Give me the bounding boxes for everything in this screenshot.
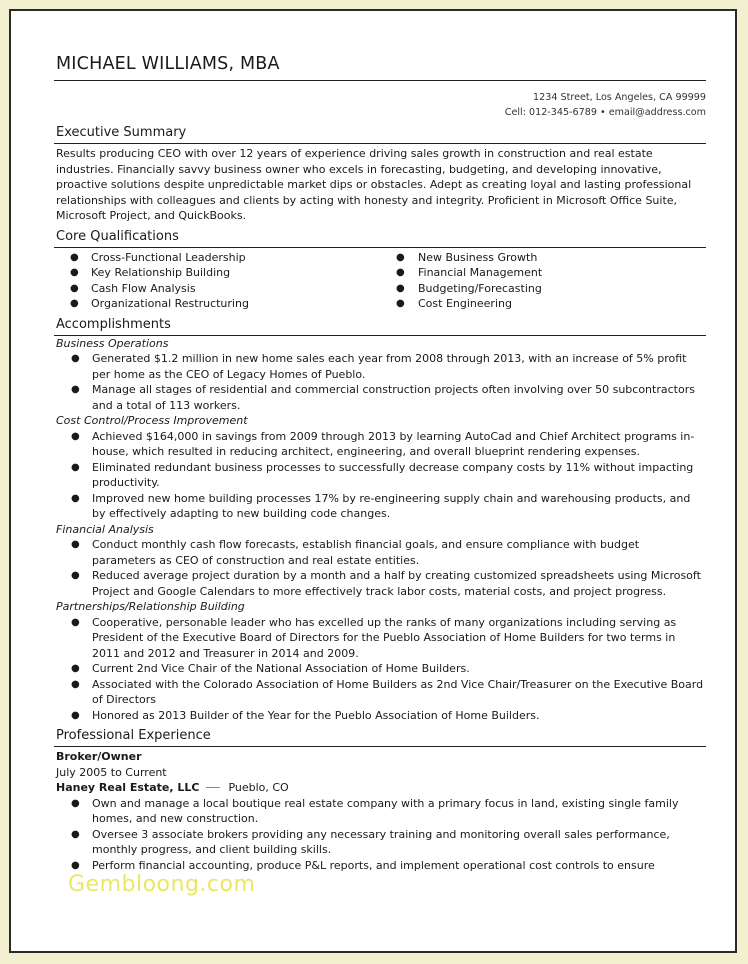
- section-heading: Professional Experience: [54, 727, 706, 747]
- bullet-icon: ●: [70, 251, 79, 263]
- bullet-icon: ●: [71, 353, 80, 364]
- core-qualifications-section: [54, 228, 706, 312]
- list-item: ● Eliminated redundant business processes to successfully decrease company costs by 11% without impacting productivity.: [71, 460, 694, 489]
- bullet-list: [54, 429, 706, 522]
- subsection-title: Business Operations: [56, 336, 169, 350]
- bullet-icon: ●: [396, 282, 405, 294]
- subsection-title: Partnerships/Relationship Building: [56, 600, 245, 613]
- watermark: Gembloong.com: [68, 872, 256, 897]
- qualifications-right: [380, 250, 706, 312]
- list-item: ● Perform financial accounting, produce P&L reports, and implement operational cost controls to ensure: [71, 858, 655, 872]
- bullet-list: [54, 351, 706, 413]
- list-item: ● Reduced average project duration by a month and a half by creating customized spreadsheets using Microsoft Project and Google Calendars to more effectively track labor costs, material costs, and project progress.: [71, 569, 701, 598]
- bullet-icon: ●: [71, 570, 80, 581]
- bullet-icon: ●: [396, 298, 405, 309]
- bullet-icon: ●: [71, 797, 80, 809]
- bullet-list: [54, 615, 706, 724]
- document-page: [9, 9, 737, 953]
- bullet-icon: ●: [71, 678, 80, 690]
- professional-experience-section: [54, 727, 706, 873]
- bullet-icon: ●: [71, 384, 80, 395]
- employer-line: [56, 780, 706, 796]
- list-item: ● Financial Management: [396, 266, 543, 279]
- bullet-icon: ●: [71, 828, 80, 840]
- company-location: Pueblo, CO: [228, 781, 289, 794]
- section-heading: Accomplishments: [54, 316, 706, 336]
- list-item: ● Cooperative, personable leader who has excelled up the ranks of many organizations including serving as President of the Executive Board of Directors for the Pueblo Association of Home Builders for two terms in 2011 and 2012 and Treasurer in 2014 and 2009.: [71, 615, 677, 660]
- bullet-icon: ●: [70, 267, 79, 278]
- bullet-icon: ●: [71, 539, 80, 550]
- bullet-icon: ●: [70, 282, 79, 294]
- list-item: ● Conduct monthly cash flow forecasts, establish financial goals, and ensure compliance with budget parameters as CEO of construction and real estate entities.: [71, 538, 640, 567]
- list-item: ● Achieved $164,000 in savings from 2009 through 2013 by learning AutoCad and Chief Architect programs in-house, which resulted in reducing architect, engineering, and overall blueprint rendering expenses.: [71, 429, 695, 458]
- list-item: ● Current 2nd Vice Chair of the National Association of Home Builders.: [71, 662, 470, 675]
- bullet-icon: ●: [71, 616, 80, 628]
- list-item: ● Improved new home building processes 17% by re-engineering supply chain and warehousing products, and by effectively adapting to new building code changes.: [71, 491, 691, 520]
- bullet-icon: ●: [70, 298, 79, 309]
- bullet-icon: ●: [396, 251, 405, 263]
- job-dates: July 2005 to Current: [56, 765, 167, 779]
- list-item: ● Cross-Functional Leadership: [70, 250, 246, 264]
- summary-text: Results producing CEO with over 12 years of experience driving sales growth in construction and real estate industries. Financially savvy business owner who excels in forecasting, budgeting, and developing innovative, proactive solutions despite unpredictable market dips or obstacles. Adept as creating loyal and lasting professional relationships with colleagues and clients by acting with honesty and integrity. Proficient in Microsoft Office Suite, Microsoft Project, and QuickBooks.: [56, 147, 692, 222]
- list-item: ● Manage all stages of residential and commercial construction projects often involving over 50 subcontractors and a total of 113 workers.: [71, 383, 695, 412]
- bullet-icon: ●: [71, 663, 80, 674]
- bullet-icon: ●: [71, 492, 80, 504]
- list-item: ● Associated with the Colorado Association of Home Builders as 2nd Vice Chair/Treasurer on the Executive Board of Directors: [71, 677, 704, 706]
- list-item: ● Organizational Restructuring: [70, 297, 249, 310]
- phone-email: Cell: 012-345-6789 • email@address.com: [504, 107, 706, 118]
- company-name: Haney Real Estate, LLC: [56, 781, 200, 794]
- bullet-list: [54, 796, 706, 874]
- list-item: ● Honored as 2013 Builder of the Year for the Pueblo Association of Home Builders.: [71, 708, 540, 722]
- executive-summary-section: [54, 124, 706, 224]
- qualifications-columns: [54, 250, 706, 312]
- list-item: ● Key Relationship Building: [70, 266, 231, 279]
- subsection-title: Financial Analysis: [56, 522, 154, 536]
- section-heading: Core Qualifications: [54, 228, 706, 248]
- bullet-icon: ●: [71, 461, 80, 473]
- list-item: ● Cash Flow Analysis: [70, 281, 196, 295]
- resume: [54, 23, 706, 873]
- bullet-icon: ●: [396, 267, 405, 278]
- address: 1234 Street, Los Angeles, CA 99999: [533, 92, 706, 103]
- bullet-icon: ●: [71, 859, 80, 871]
- list-item: ● Budgeting/Forecasting: [396, 281, 542, 295]
- list-item: ● New Business Growth: [396, 250, 538, 264]
- subsection-title: Cost Control/Process Improvement: [56, 414, 248, 427]
- candidate-name: MICHAEL WILLIAMS, MBA: [56, 54, 280, 74]
- bullet-icon: ●: [71, 430, 80, 442]
- qualifications-left: [54, 250, 380, 312]
- bullet-list: [54, 537, 706, 599]
- list-item: ● Oversee 3 associate brokers providing any necessary training and monitoring overall sales performance, monthly progress, and client building skills.: [71, 827, 670, 856]
- list-item: ● Generated $1.2 million in new home sales each year from 2008 through 2013, with an increase of 5% profit per home as the CEO of Legacy Homes of Pueblo.: [71, 352, 687, 381]
- separator: [206, 787, 220, 788]
- bullet-icon: ●: [71, 709, 80, 721]
- job-title: Broker/Owner: [56, 750, 142, 763]
- list-item: ● Cost Engineering: [396, 297, 512, 310]
- section-heading: Executive Summary: [54, 124, 706, 144]
- contact-block: [54, 90, 706, 120]
- name-divider: [54, 80, 706, 81]
- accomplishments-section: [54, 316, 706, 724]
- list-item: ● Own and manage a local boutique real estate company with a primary focus in land, existing single family homes, and new construction.: [71, 796, 679, 825]
